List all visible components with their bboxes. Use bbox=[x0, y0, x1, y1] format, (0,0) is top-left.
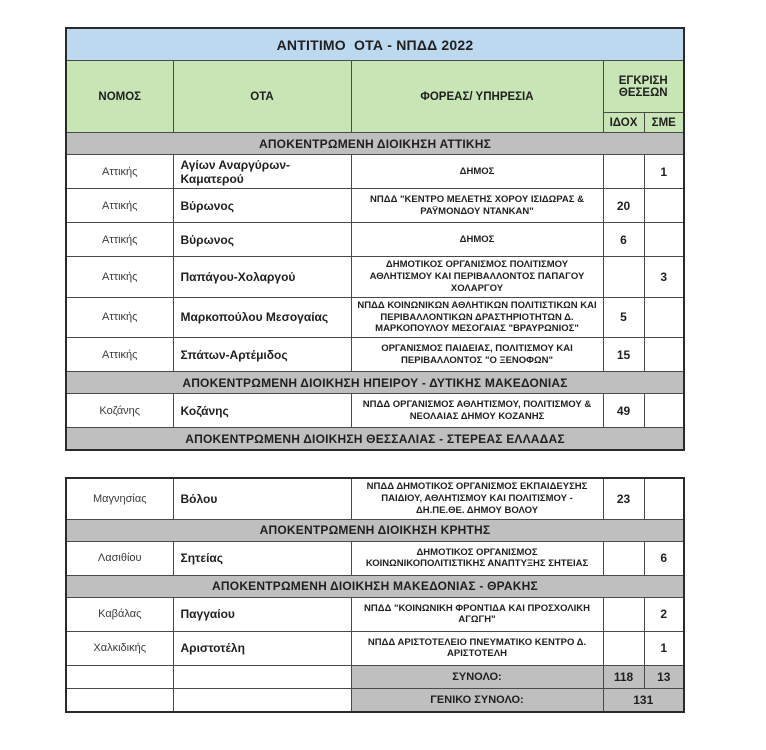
cell-ota: Σπάτων-Αρτέμιδος bbox=[173, 338, 351, 372]
col-header-sme: ΣΜΕ bbox=[644, 113, 684, 133]
cell-foreas: ΔΗΜΟΤΙΚΟΣ ΟΡΓΑΝΙΣΜΟΣ ΚΟΙΝΩΝΙΚΟΠΟΛΙΤΙΣΤΙΚΗΣ ΑΝΑΠΤΥΞΗΣ ΣΗΤΕΙΑΣ bbox=[351, 541, 603, 575]
totals-empty-nomos bbox=[66, 665, 173, 688]
col-header-nomos: ΝΟΜΟΣ bbox=[66, 61, 173, 133]
grand-total-row bbox=[66, 688, 684, 712]
cell-foreas: ΝΠΔΔ ΟΡΓΑΝΙΣΜΟΣ ΑΘΛΗΤΙΣΜΟΥ, ΠΟΛΙΤΙΣΜΟΥ & ΝΕΟΛΑΙΑΣ ΔΗΜΟΥ ΚΟΖΑΝΗΣ bbox=[351, 394, 603, 428]
table-row bbox=[66, 478, 684, 519]
cell-idox bbox=[603, 541, 644, 575]
cell-sme bbox=[644, 478, 684, 519]
cell-foreas: ΝΠΔΔ ΚΟΙΝΩΝΙΚΩΝ ΑΘΛΗΤΙΚΩΝ ΠΟΛΙΤΙΣΤΙΚΩΝ ΚΑΙ ΠΕΡΙΒΑΛΛΟΝΤΙΚΩΝ ΔΡΑΣΤΗΡΙΟΤΗΤΩΝ Δ. ΜΑΡΚΟΠΟΥΛΟΥ ΜΕΣΟΓΑΙΑΣ "ΒΡΑΥΡΩΝΙΟΣ" bbox=[351, 297, 603, 338]
cell-ota: Βόλου bbox=[173, 478, 351, 519]
section-header-row bbox=[66, 575, 684, 597]
cell-sme bbox=[644, 394, 684, 428]
cell-sme: 1 bbox=[644, 155, 684, 189]
section-header-row bbox=[66, 372, 684, 394]
cell-nomos: Μαγνησίας bbox=[66, 478, 173, 519]
table-row bbox=[66, 597, 684, 631]
cell-ota: Παπάγου-Χολαργού bbox=[173, 257, 351, 298]
cell-nomos: Αττικής bbox=[66, 338, 173, 372]
table-row bbox=[66, 223, 684, 257]
antitimo-ota-table-part-2 bbox=[65, 477, 685, 713]
cell-nomos: Κοζάνης bbox=[66, 394, 173, 428]
cell-sme bbox=[644, 223, 684, 257]
cell-sme bbox=[644, 189, 684, 223]
section-header-label: ΑΠΟΚΕΝΤΡΩΜΕΝΗ ΔΙΟΙΚΗΣΗ ΗΠΕΙΡΟΥ - ΔΥΤΙΚΗΣ ΜΑΚΕΔΟΝΙΑΣ bbox=[66, 372, 684, 394]
section-header-label: ΑΠΟΚΕΝΤΡΩΜΕΝΗ ΔΙΟΙΚΗΣΗ ΚΡΗΤΗΣ bbox=[66, 519, 684, 541]
grand-total-value: 131 bbox=[603, 688, 684, 712]
cell-foreas: ΝΠΔΔ "ΚΟΙΝΩΝΙΚΗ ΦΡΟΝΤΙΔΑ ΚΑΙ ΠΡΟΣΧΟΛΙΚΗ ΑΓΩΓΗ" bbox=[351, 597, 603, 631]
table-row bbox=[66, 541, 684, 575]
cell-ota: Αγίων Αναργύρων-Καματερού bbox=[173, 155, 351, 189]
section-header-row bbox=[66, 133, 684, 155]
cell-sme: 3 bbox=[644, 257, 684, 298]
table-row bbox=[66, 297, 684, 338]
cell-idox: 5 bbox=[603, 297, 644, 338]
cell-foreas: ΔΗΜΟΣ bbox=[351, 223, 603, 257]
cell-ota: Σητείας bbox=[173, 541, 351, 575]
cell-idox: 6 bbox=[603, 223, 644, 257]
cell-foreas: ΔΗΜΟΤΙΚΟΣ ΟΡΓΑΝΙΣΜΟΣ ΠΟΛΙΤΙΣΜΟΥ ΑΘΛΗΤΙΣΜΟΥ ΚΑΙ ΠΕΡΙΒΑΛΛΟΝΤΟΣ ΠΑΠΑΓΟΥ ΧΟΛΑΡΓΟΥ bbox=[351, 257, 603, 298]
document-page bbox=[65, 27, 683, 713]
cell-nomos: Αττικής bbox=[66, 223, 173, 257]
section-header-row bbox=[66, 519, 684, 541]
cell-idox: 20 bbox=[603, 189, 644, 223]
grand-total-label: ΓΕΝΙΚΟ ΣΥΝΟΛΟ: bbox=[351, 688, 603, 712]
cell-ota: Μαρκοπούλου Μεσογαίας bbox=[173, 297, 351, 338]
cell-sme: 1 bbox=[644, 631, 684, 665]
cell-nomos: Αττικής bbox=[66, 257, 173, 298]
table-body-2 bbox=[66, 478, 684, 712]
cell-nomos: Αττικής bbox=[66, 189, 173, 223]
cell-nomos: Αττικής bbox=[66, 155, 173, 189]
cell-idox bbox=[603, 631, 644, 665]
cell-ota: Παγγαίου bbox=[173, 597, 351, 631]
col-header-idox: ΙΔΟΧ bbox=[603, 113, 644, 133]
cell-sme: 6 bbox=[644, 541, 684, 575]
table-row bbox=[66, 189, 684, 223]
totals-label: ΣΥΝΟΛΟ: bbox=[351, 665, 603, 688]
cell-foreas: ΝΠΔΔ "ΚΕΝΤΡΟ ΜΕΛΕΤΗΣ ΧΟΡΟΥ ΙΣΙΔΩΡΑΣ & ΡΑΫΜΟΝΔΟΥ ΝΤΑΝΚΑΝ" bbox=[351, 189, 603, 223]
antitimo-ota-table-part-1 bbox=[65, 27, 685, 451]
section-header-row bbox=[66, 428, 684, 451]
table-row bbox=[66, 338, 684, 372]
table-row bbox=[66, 394, 684, 428]
cell-idox: 15 bbox=[603, 338, 644, 372]
cell-foreas: ΔΗΜΟΣ bbox=[351, 155, 603, 189]
grand-empty-nomos bbox=[66, 688, 173, 712]
column-header-row bbox=[66, 61, 684, 113]
cell-idox bbox=[603, 597, 644, 631]
cell-foreas: ΟΡΓΑΝΙΣΜΟΣ ΠΑΙΔΕΙΑΣ, ΠΟΛΙΤΙΣΜΟΥ ΚΑΙ ΠΕΡΙΒΑΛΛΟΝΤΟΣ "Ο ΞΕΝΟΦΩΝ" bbox=[351, 338, 603, 372]
cell-sme bbox=[644, 338, 684, 372]
totals-row bbox=[66, 665, 684, 688]
table-row bbox=[66, 257, 684, 298]
cell-nomos: Αττικής bbox=[66, 297, 173, 338]
cell-ota: Αριστοτέλη bbox=[173, 631, 351, 665]
cell-nomos: Καβάλας bbox=[66, 597, 173, 631]
section-header-label: ΑΠΟΚΕΝΤΡΩΜΕΝΗ ΔΙΟΙΚΗΣΗ ΘΕΣΣΑΛΙΑΣ - ΣΤΕΡΕΑΣ ΕΛΛΑΔΑΣ bbox=[66, 428, 684, 451]
cell-foreas: ΝΠΔΔ ΔΗΜΟΤΙΚΟΣ ΟΡΓΑΝΙΣΜΟΣ ΕΚΠΑΙΔΕΥΣΗΣ ΠΑΙΔΙΟΥ, ΑΘΛΗΤΙΣΜΟΥ ΚΑΙ ΠΟΛΙΤΙΣΜΟΥ - ΔΗ.ΠΕ.ΘΕ. ΔΗΜΟΥ ΒΟΛΟΥ bbox=[351, 478, 603, 519]
table-row bbox=[66, 631, 684, 665]
table-row bbox=[66, 155, 684, 189]
title-row bbox=[66, 28, 684, 61]
cell-sme: 2 bbox=[644, 597, 684, 631]
totals-sme-value: 13 bbox=[644, 665, 684, 688]
col-header-egkrisi-theseon: ΕΓΚΡΙΣΗ ΘΕΣΕΩΝ bbox=[603, 61, 684, 113]
col-header-foreas: ΦΟΡΕΑΣ/ ΥΠΗΡΕΣΙΑ bbox=[351, 61, 603, 133]
cell-idox: 49 bbox=[603, 394, 644, 428]
cell-ota: Βύρωνος bbox=[173, 223, 351, 257]
cell-ota: Βύρωνος bbox=[173, 189, 351, 223]
cell-nomos: Χαλκιδικής bbox=[66, 631, 173, 665]
grand-empty-ota bbox=[173, 688, 351, 712]
cell-idox bbox=[603, 155, 644, 189]
document-title: ΑΝΤΙΤΙΜΟ ΟΤΑ - ΝΠΔΔ 2022 bbox=[66, 28, 684, 61]
cell-foreas: ΝΠΔΔ ΑΡΙΣΤΟΤΕΛΕΙΟ ΠΝΕΥΜΑΤΙΚΟ ΚΕΝΤΡΟ Δ. ΑΡΙΣΤΟΤΕΛΗ bbox=[351, 631, 603, 665]
section-header-label: ΑΠΟΚΕΝΤΡΩΜΕΝΗ ΔΙΟΙΚΗΣΗ ΑΤΤΙΚΗΣ bbox=[66, 133, 684, 155]
cell-idox bbox=[603, 257, 644, 298]
cell-nomos: Λασιθίου bbox=[66, 541, 173, 575]
totals-empty-ota bbox=[173, 665, 351, 688]
col-header-ota: ΟΤΑ bbox=[173, 61, 351, 133]
cell-sme bbox=[644, 297, 684, 338]
section-header-label: ΑΠΟΚΕΝΤΡΩΜΕΝΗ ΔΙΟΙΚΗΣΗ ΜΑΚΕΔΟΝΙΑΣ - ΘΡΑΚΗΣ bbox=[66, 575, 684, 597]
totals-idox-value: 118 bbox=[603, 665, 644, 688]
cell-ota: Κοζάνης bbox=[173, 394, 351, 428]
table-body-1 bbox=[66, 133, 684, 451]
cell-idox: 23 bbox=[603, 478, 644, 519]
